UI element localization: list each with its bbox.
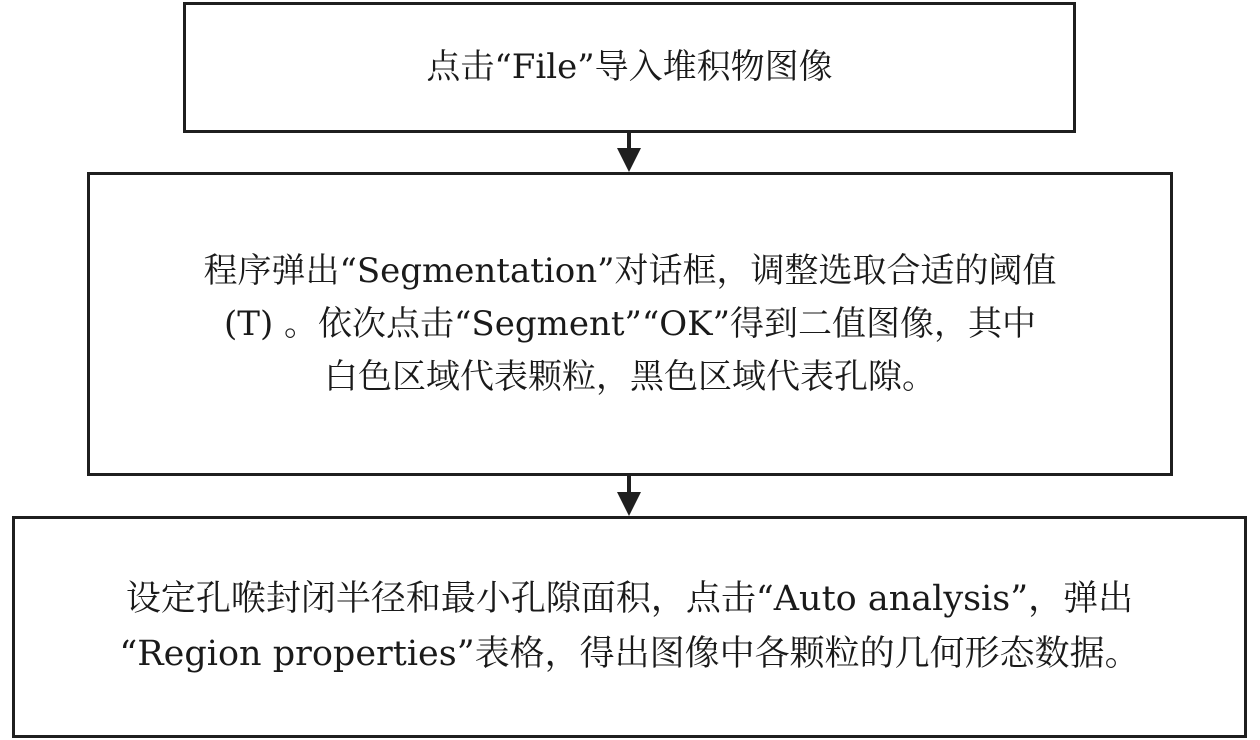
step-1-box [183, 2, 1076, 133]
step-2-line-2: (T) 。依次点击“Segment”“OK”得到二值图像，其中 [224, 303, 1036, 344]
step-3-line-2: “Region properties”表格，得出图像中各颗粒的几何形态数据。 [119, 634, 1140, 674]
step-3-line-1: 设定孔喉封闭半径和最小孔隙面积，点击“Auto analysis”，弹出 [125, 579, 1134, 619]
step-2-line-3: 白色区域代表颗粒，黑色区域代表孔隙。 [324, 356, 936, 397]
step-2-box [87, 172, 1173, 476]
step-1-text: 点击“File”导入堆积物图像 [426, 47, 833, 87]
arrow-step-1-to-2 [617, 133, 641, 172]
arrow-head [617, 492, 641, 516]
step-3-box [12, 516, 1247, 738]
arrow-step-2-to-3 [617, 476, 641, 516]
step-2-line-1: 程序弹出“Segmentation”对话框，调整选取合适的阈值 [203, 250, 1057, 291]
arrow-head [617, 148, 641, 172]
